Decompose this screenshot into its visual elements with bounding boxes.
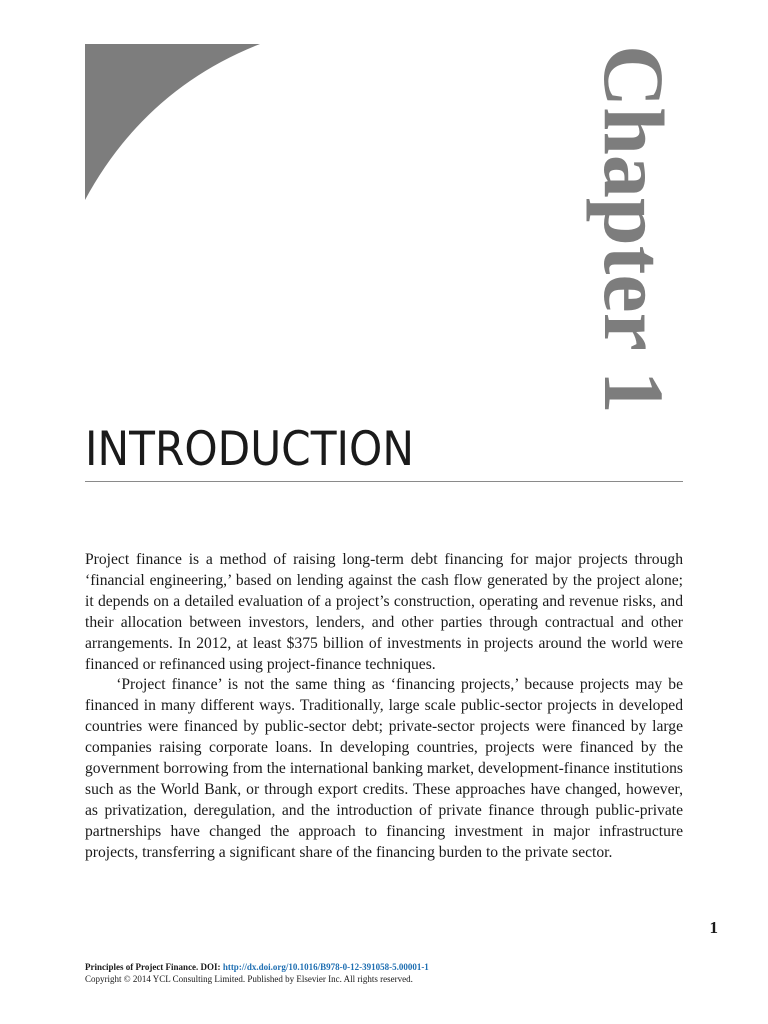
copyright-notice: Copyright © 2014 YCL Consulting Limited. Published by Elsevier Inc. All rights reserved.	[85, 974, 413, 984]
book-reference: Principles of Project Finance. DOI:	[85, 962, 223, 972]
chapter-label: Chapter 1	[586, 45, 682, 414]
footer-citation	[85, 961, 685, 973]
title-divider	[85, 481, 683, 482]
body-text	[85, 550, 683, 864]
corner-decoration-shape	[85, 44, 260, 200]
footer	[85, 961, 685, 985]
doi-link[interactable]: http://dx.doi.org/10.1016/B978-0-12-391058-5.00001-1	[222, 962, 429, 972]
paragraph-2: ‘Project finance’ is not the same thing as ‘financing projects,’ because projects may be financed in many different ways. Traditionally, large scale public-sector projects in developed countries were financed by public-sector debt; private-sector projects were financed by large companies raising corporate loans. In developing countries, projects were financed by the government borrowing from the international banking market, development-finance institutions such as the World Bank, or through export credits. These approaches have changed, however, as privatization, deregulation, and the introduction of private finance through public-private partnerships have changed the approach to financing investment in major infrastructure projects, transferring a significant share of the financing burden to the private sector.	[85, 676, 683, 861]
chapter-title: INTRODUCTION	[85, 422, 414, 477]
page-number: 1	[709, 918, 718, 937]
paragraph-1: Project finance is a method of raising long-term debt financing for major projects through ‘financial engineering,’ based on lending against the cash flow generated by the project alone; it depends on a detailed evaluation of a project’s construction, operating and revenue risks, and their allocation between investors, lenders, and other parties through contractual and other arrangements. In 2012, at least $375 billion of investments in projects around the world were financed or refinanced using project-finance techniques.	[85, 551, 683, 673]
